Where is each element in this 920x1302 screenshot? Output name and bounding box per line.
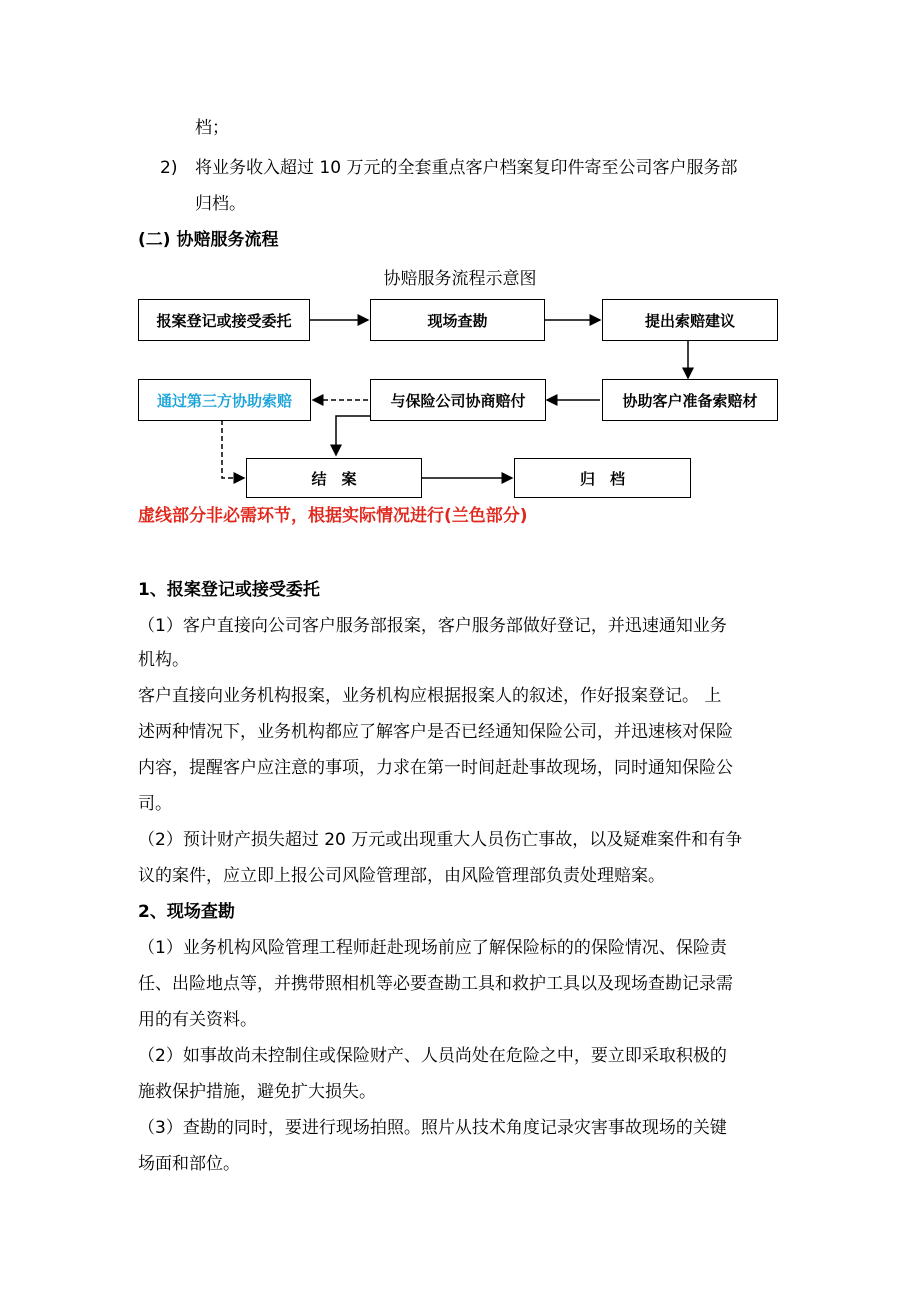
flow-box-archive: 归 档 xyxy=(514,458,691,498)
section1-title: 1、报案登记或接受委托 xyxy=(138,580,320,600)
flowchart-arrows xyxy=(0,0,920,520)
section-title: (二) 协赔服务流程 xyxy=(138,230,279,250)
flow-box-survey: 现场查勘 xyxy=(370,299,545,341)
section1-p2-line1: 客户直接向业务机构报案，业务机构应根据报案人的叙述，作好报案登记。 上 xyxy=(138,686,722,706)
flow-box-third-party: 通过第三方协助索赔 xyxy=(138,379,311,421)
section1-p3-line2: 议的案件，应立即上报公司风险管理部，由风险管理部负责处理赔案。 xyxy=(138,866,665,886)
section2-p1-line1: （1）业务机构风险管理工程师赶赴现场前应了解保险标的的保险情况、保险责 xyxy=(138,938,727,958)
section1-p2-line4: 司。 xyxy=(138,794,172,814)
list-continuation: 档； xyxy=(195,118,229,138)
flow-box-negotiate: 与保险公司协商赔付 xyxy=(370,379,546,421)
flow-box-suggest: 提出索赔建议 xyxy=(602,299,778,341)
section1-p3-line1: （2）预计财产损失超过 20 万元或出现重大人员伤亡事故，以及疑难案件和有争 xyxy=(138,830,743,850)
section2-p3-line2: 场面和部位。 xyxy=(138,1154,240,1174)
section1-p2-line3: 内容，提醒客户应注意的事项，力求在第一时间赶赴事故现场，同时通知保险公 xyxy=(138,758,733,778)
section2-p1-line3: 用的有关资料。 xyxy=(138,1010,257,1030)
section2-p2-line1: （2）如事故尚未控制住或保险财产、人员尚处在危险之中，要立即采取积极的 xyxy=(138,1046,727,1066)
arrow-thirdparty-close xyxy=(222,420,244,478)
list-item-2-line2: 归档。 xyxy=(195,194,246,214)
flow-box-report: 报案登记或接受委托 xyxy=(138,299,310,341)
arrow-negotiate-close xyxy=(336,416,370,455)
section2-title: 2、现场查勘 xyxy=(138,902,235,922)
section1-p1-line1: （1）客户直接向公司客户服务部报案，客户服务部做好登记，并迅速通知业务 xyxy=(138,616,727,636)
section2-p3-line1: （3）查勘的同时，要进行现场拍照。照片从技术角度记录灾害事故现场的关键 xyxy=(138,1118,727,1138)
list-number-2: 2) xyxy=(160,158,178,178)
flowchart-caption: 协赔服务流程示意图 xyxy=(383,269,537,289)
flowchart-note: 虚线部分非必需环节，根据实际情况进行(兰色部分) xyxy=(138,506,528,526)
section2-p2-line2: 施救保护措施，避免扩大损失。 xyxy=(138,1082,376,1102)
section1-p2-line2: 述两种情况下，业务机构都应了解客户是否已经通知保险公司，并迅速核对保险 xyxy=(138,722,733,742)
flow-box-prepare: 协助客户准备索赔材 xyxy=(602,379,778,421)
flow-box-close: 结 案 xyxy=(246,458,422,498)
section2-p1-line2: 任、出险地点等，并携带照相机等必要查勘工具和救护工具以及现场查勘记录需 xyxy=(138,974,733,994)
section1-p1-line2: 机构。 xyxy=(138,650,189,670)
list-item-2-line1: 将业务收入超过 10 万元的全套重点客户档案复印件寄至公司客户服务部 xyxy=(195,158,738,178)
